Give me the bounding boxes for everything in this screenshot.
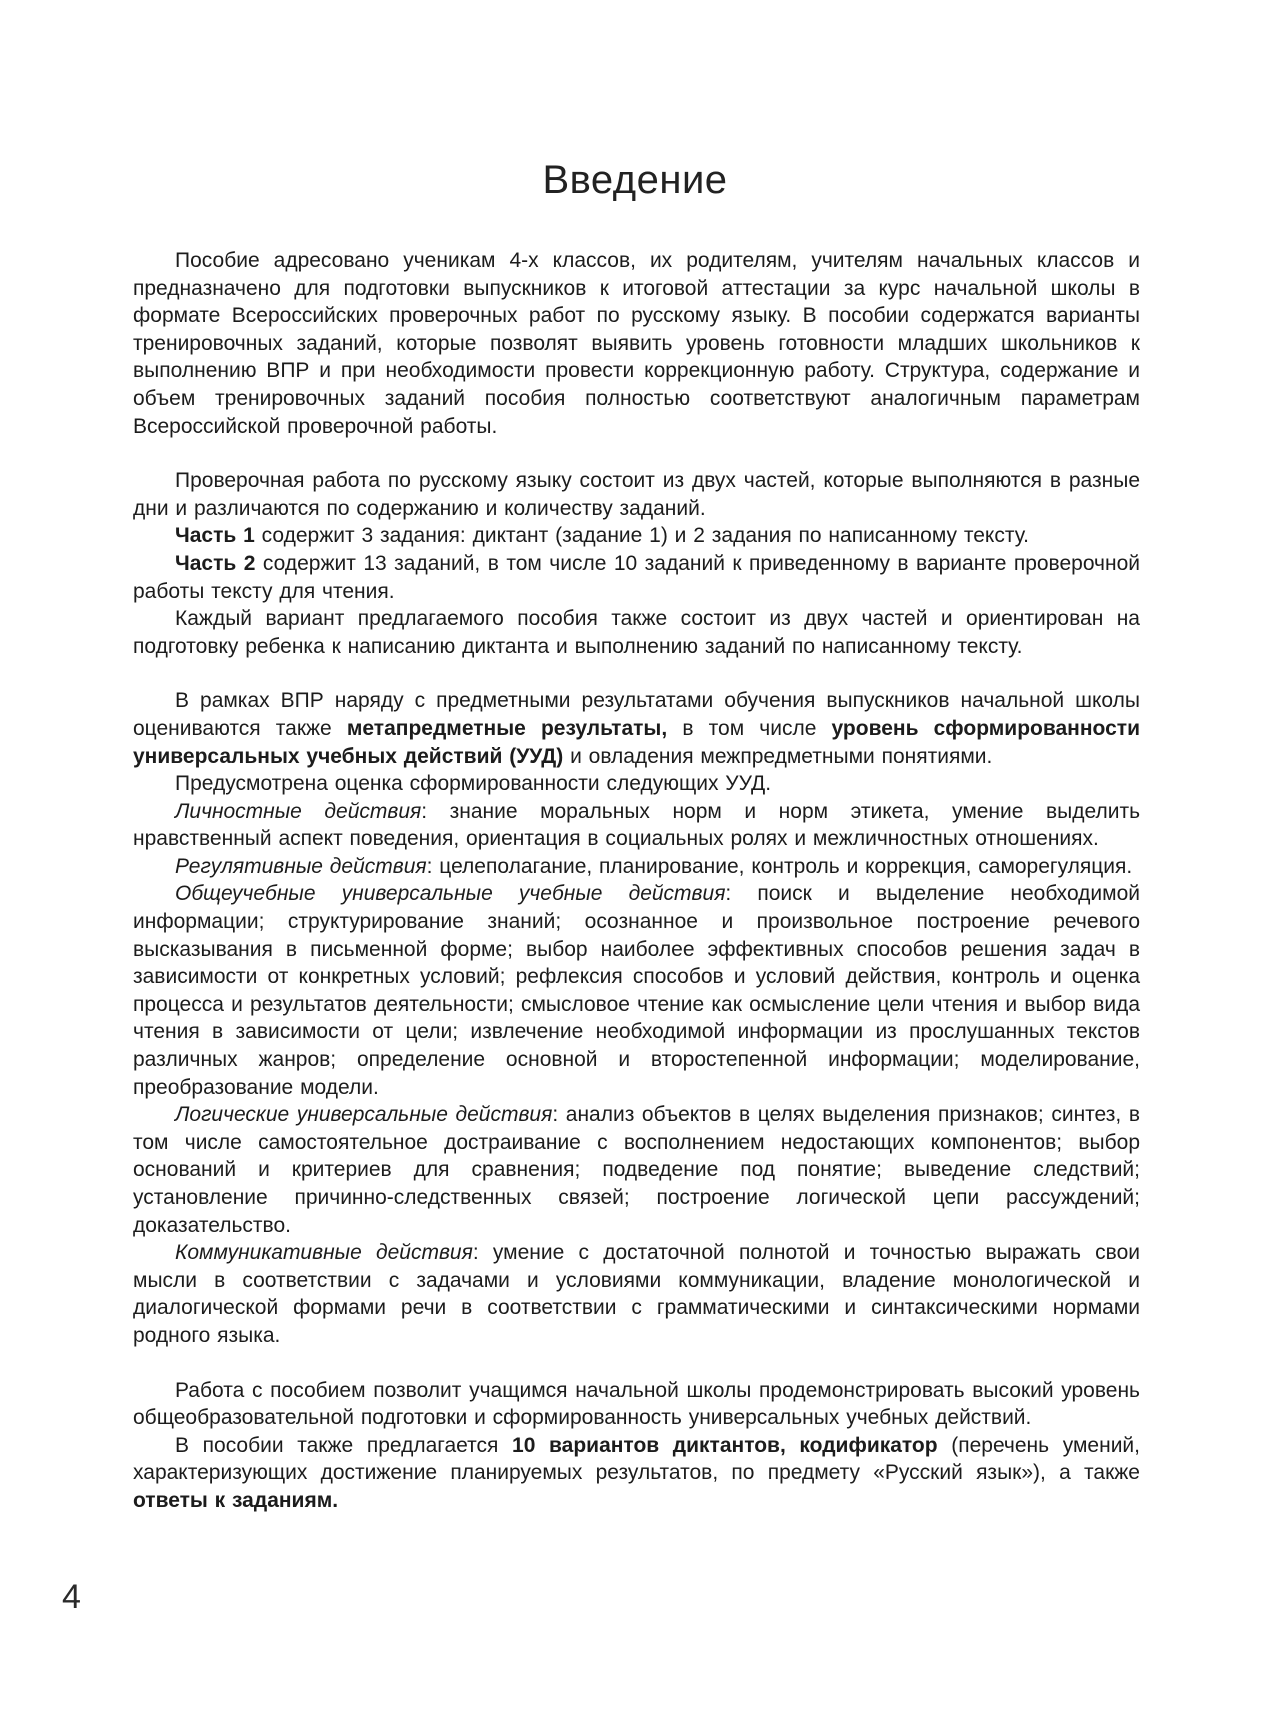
paragraph bbox=[133, 1239, 1140, 1349]
text-run: Проверочная работа по русскому языку состоит из двух частей, которые выполняются в разные дни и различаются по содержанию и количеству заданий. bbox=[133, 469, 1140, 520]
text-run: Логические универсальные действия bbox=[175, 1103, 553, 1127]
paragraph bbox=[133, 770, 1140, 798]
text-section bbox=[133, 467, 1140, 660]
paragraph bbox=[133, 605, 1140, 660]
text-run: в том числе bbox=[667, 716, 832, 740]
text-run: : поиск и выделение необходимой информации; структурирование знаний; осознанное и произвольное построение речевого высказывания в письменной форме; выбор наиболее эффективных способов решения задач в зависимости от конкретных условий; рефлексия способов и условий действия, контроль и оценка процесса и результатов деятельности; смысловое чтение как осмысление цели чтения и выбор вида чтения в зависимости от цели; извлечение необходимой информации из прослушанных текстов различных жанров; определение основной и второстепенной информации; моделирование, преобразование модели. bbox=[133, 882, 1140, 1099]
text-run: Регулятивные действия bbox=[175, 854, 427, 878]
text-run: уровень сформированности универсальных учебных действий (УУД) bbox=[133, 716, 1140, 768]
page-body bbox=[133, 247, 1140, 1515]
text-run: Общеучебные универсальные учебные действия bbox=[175, 882, 726, 906]
text-run: Каждый вариант предлагаемого пособия также состоит из двух частей и ориентирован на подготовку ребенка к написанию диктанта и выполнению заданий по написанному тексту. bbox=[133, 607, 1140, 658]
text-run: В пособии также предлагается bbox=[175, 1433, 513, 1457]
text-run: Предусмотрена оценка сформированности следующих УУД. bbox=[175, 772, 772, 796]
text-run: ответы к заданиям. bbox=[133, 1488, 339, 1512]
paragraph bbox=[133, 1432, 1140, 1515]
page-number: 4 bbox=[62, 1578, 81, 1616]
text-run: : анализ объектов в целях выделения признаков; синтез, в том числе самостоятельное достраивание с восполнением недостающих компонентов; выбор оснований и критериев для сравнения; подведение под понятие; выведение следствий; установление причинно-следственных связей; построение логической цепи рассуждений; доказательство. bbox=[133, 1103, 1140, 1237]
paragraph bbox=[133, 687, 1140, 770]
text-run: Коммуникативные действия bbox=[175, 1241, 473, 1265]
paragraph bbox=[133, 1101, 1140, 1239]
text-run: : целеполагание, планирование, контроль и коррекция, саморегуляция. bbox=[426, 854, 1133, 878]
text-run: : знание моральных норм и норм этикета, умение выделить нравственный аспект поведения, ориентация в социальных ролях и межличностных отношениях. bbox=[133, 799, 1141, 851]
paragraph bbox=[133, 247, 1140, 440]
text-run: Часть 2 bbox=[175, 551, 256, 575]
paragraph bbox=[133, 853, 1140, 881]
text-run: метапредметные результаты, bbox=[346, 716, 668, 740]
paragraph bbox=[133, 798, 1140, 853]
text-section bbox=[133, 687, 1140, 1349]
paragraph bbox=[133, 467, 1140, 522]
text-run: В рамках ВПР наряду с предметными результатами обучения выпускников начальной школы оцениваются также bbox=[133, 689, 1140, 740]
text-run: 10 вариантов диктантов, кодификатор bbox=[512, 1433, 938, 1457]
text-run: содержит 3 задания: диктант (задание 1) и 2 задания по написанному тексту. bbox=[254, 524, 1029, 548]
text-run: (перечень умений, характеризующих достижение планируемых результатов, по предмету «Русский язык»), а также bbox=[133, 1433, 1140, 1485]
paragraph bbox=[133, 1377, 1140, 1432]
paragraph bbox=[133, 522, 1140, 550]
text-section bbox=[133, 247, 1140, 440]
text-run: содержит 13 заданий, в том числе 10 заданий к приведенному в варианте проверочной работы тексту для чтения. bbox=[133, 551, 1141, 603]
text-run: и овладения межпредметными понятиями. bbox=[563, 744, 993, 768]
text-run: : умение с достаточной полнотой и точностью выражать свои мысли в соответствии с задачами и условиями коммуникации, владение монологической и диалогической формами речи в соответствии с грамматическими и синтаксическими нормами родного языка. bbox=[133, 1241, 1140, 1347]
paragraph bbox=[133, 550, 1140, 605]
text-section bbox=[133, 1377, 1140, 1515]
text-run: Личностные действия bbox=[175, 799, 422, 823]
text-run: Часть 1 bbox=[175, 524, 255, 548]
text-run: Пособие адресовано ученикам 4-х классов, их родителям, учителям начальных классов и предназначено для подготовки выпускников к итоговой аттестации за курс начальной школы в формате Всероссийских проверочных работ по русскому языку. В пособии содержатся варианты тренировочных заданий, которые позволят выявить уровень готовности младших школьников к выполнению ВПР и при необходимости провести коррекционную работу. Структура, содержание и объем тренировочных заданий пособия полностью соответствуют аналогичным параметрам Всероссийской проверочной работы. bbox=[133, 249, 1140, 438]
paragraph bbox=[133, 880, 1140, 1101]
page-title: Введение bbox=[542, 158, 728, 202]
text-run: Работа с пособием позволит учащимся начальной школы продемонстрировать высокий уровень общеобразовательной подготовки и сформированность универсальных учебных действий. bbox=[133, 1378, 1140, 1430]
